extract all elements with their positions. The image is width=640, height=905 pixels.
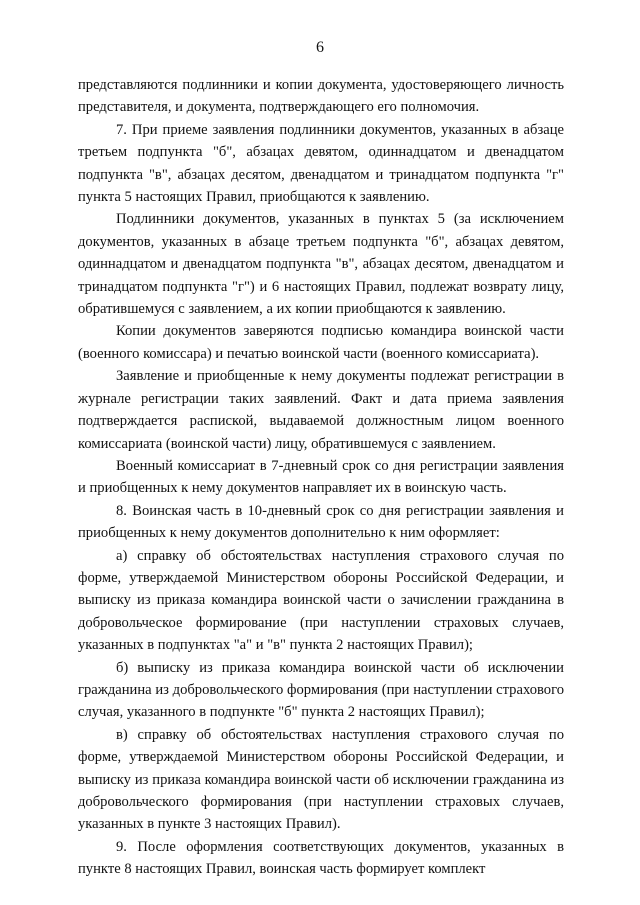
paragraph-8: а) справку об обстоятельствах наступления страхового случая по форме, утверждаемой Министерством обороны Российской Федерации, и выписку из приказа командира воинской части о зачислении гражданина в добровольческое формирование (при наступлении страховых случаев, указанных в подпунктах "а" и "в" пункта 2 настоящих Правил);: [78, 547, 564, 654]
paragraph-3: Подлинники документов, указанных в пунктах 5 (за исключением документов, указанных в абзаце третьем подпункта "б", абзацах девятом, одиннадцатом и двенадцатом подпункта "в", абзацах десятом, двенадцатом и тринадцатом подпункта "г") и 6 настоящих Правил, подлежат возврату лицу, обратившемуся с заявлением, а их копии приобщаются к заявлению.: [78, 211, 564, 318]
paragraph-6: Военный комиссариат в 7-дневный срок со дня регистрации заявления и приобщенных к нему документов направляет их в воинскую часть.: [78, 457, 564, 497]
paragraph-5: Заявление и приобщенные к нему документы подлежат регистрации в журнале регистрации таких заявлений. Факт и дата приема заявления подтверждается распиской, выдаваемой должностным лицом военного комиссариата (воинской части) лицу, обратившемуся с заявлением.: [78, 368, 564, 452]
paragraph-10: в) справку об обстоятельствах наступления страхового случая по форме, утверждаемой Министерством обороны Российской Федерации, и выписку из приказа командира воинской части об исключении гражданина из добровольческого формирования (при наступлении страховых случаев, указанных в пункте 3 настоящих Правил).: [78, 726, 564, 833]
paragraph-11: 9. После оформления соответствующих документов, указанных в пункте 8 настоящих Правил, воинская часть формирует комплект: [78, 838, 564, 878]
paragraph-4: Копии документов заверяются подписью командира воинской части (военного комиссара) и печатью воинской части (военного комиссариата).: [78, 323, 564, 362]
paragraph-7: 8. Воинская часть в 10-дневный срок со дня регистрации заявления и приобщенных к нему документов дополнительно к ним оформляет:: [78, 502, 564, 542]
paragraph-1: представляются подлинники и копии документа, удостоверяющего личность представителя, и документа, подтверждающего его полномочия.: [78, 77, 564, 116]
paragraph-2: 7. При приеме заявления подлинники документов, указанных в абзаце третьем подпункта "б", абзацах девятом, одиннадцатом и двенадцатом подпункта "в", абзацах десятом, двенадцатом и тринадцатом подпункта "г" пункта 5 настоящих Правил, приобщаются к заявлению.: [78, 121, 564, 206]
paragraph-9: б) выписку из приказа командира воинской части об исключении гражданина из добровольческого формирования (при наступлении страхового случая, указанного в подпункте "б" пункта 2 настоящих Правил);: [78, 659, 564, 721]
page-number: 6: [316, 39, 324, 56]
document-body: [78, 74, 564, 881]
